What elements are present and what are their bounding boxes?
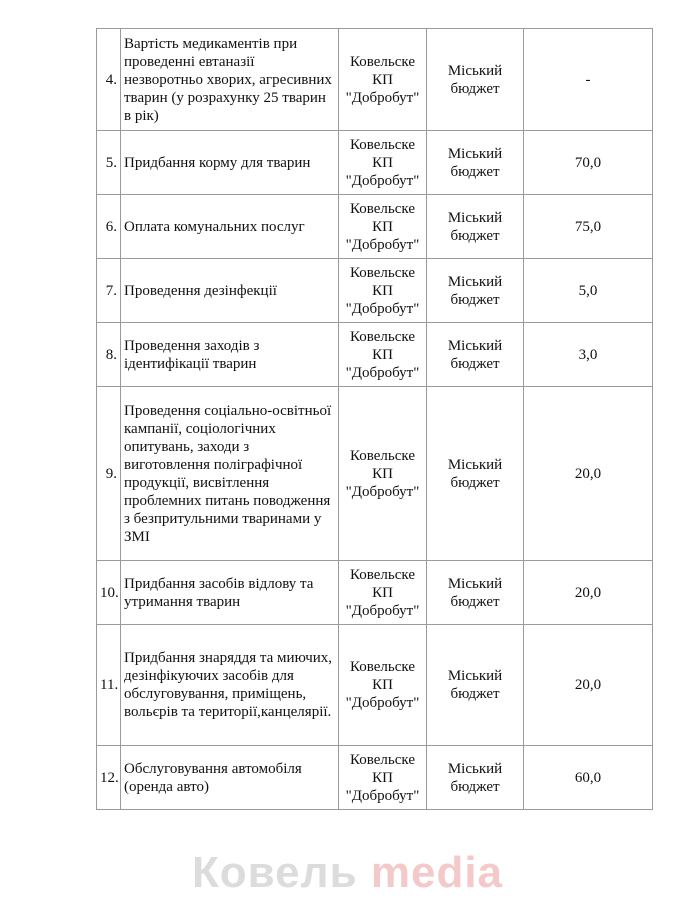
watermark-part-2: media [370,848,504,897]
row-amount: 75,0 [524,195,653,259]
row-funding-source: Міський бюджет [427,131,524,195]
row-amount: 60,0 [524,746,653,810]
row-description: Придбання корму для тварин [121,131,339,195]
row-amount: 5,0 [524,259,653,323]
row-executor: Ковельске КП "Добробут" [339,131,427,195]
row-description: Придбання знаряддя та миючих, дезінфікуючих засобів для обслуговування, приміщень, вольєрів та території,канцелярії. [121,625,339,746]
row-executor: Ковельске КП "Добробут" [339,29,427,131]
row-number: 8. [97,323,121,387]
table-row [97,29,653,131]
row-funding-source: Міський бюджет [427,323,524,387]
row-executor: Ковельске КП "Добробут" [339,625,427,746]
row-number: 5. [97,131,121,195]
row-funding-source: Міський бюджет [427,387,524,561]
row-number: 9. [97,387,121,561]
row-amount: 20,0 [524,561,653,625]
budget-table [96,28,653,810]
row-description: Проведення дезінфекції [121,259,339,323]
watermark-logo [0,848,695,898]
row-funding-source: Міський бюджет [427,259,524,323]
row-number: 7. [97,259,121,323]
row-funding-source: Міський бюджет [427,29,524,131]
row-executor: Ковельске КП "Добробут" [339,323,427,387]
row-amount: 20,0 [524,625,653,746]
table-row [97,561,653,625]
row-funding-source: Міський бюджет [427,195,524,259]
row-description: Вартість медикаментів при проведенні евтаназії незворотньо хворих, агресивних тварин (у розрахунку 25 тварин в рік) [121,29,339,131]
row-number: 4. [97,29,121,131]
row-description: Оплата комунальних послуг [121,195,339,259]
row-funding-source: Міський бюджет [427,746,524,810]
table-row [97,131,653,195]
row-number: 10. [97,561,121,625]
table-row [97,259,653,323]
row-number: 11. [97,625,121,746]
row-amount: 3,0 [524,323,653,387]
row-amount: - [524,29,653,131]
row-executor: Ковельске КП "Добробут" [339,195,427,259]
row-number: 12. [97,746,121,810]
table-row [97,746,653,810]
row-executor: Ковельске КП "Добробут" [339,561,427,625]
row-description: Обслуговування автомобіля (оренда авто) [121,746,339,810]
row-amount: 20,0 [524,387,653,561]
table-row [97,323,653,387]
row-amount: 70,0 [524,131,653,195]
table-row [97,195,653,259]
row-executor: Ковельске КП "Добробут" [339,259,427,323]
row-executor: Ковельске КП "Добробут" [339,387,427,561]
row-executor: Ковельске КП "Добробут" [339,746,427,810]
row-description: Проведення заходів з ідентифікації тварин [121,323,339,387]
row-description: Придбання засобів відлову та утримання тварин [121,561,339,625]
table-row [97,387,653,561]
row-funding-source: Міський бюджет [427,561,524,625]
watermark-part-1: Ковель [191,848,358,897]
row-number: 6. [97,195,121,259]
table-row [97,625,653,746]
row-description: Проведення соціально-освітньої кампанії, соціологічних опитувань, заходи з виготовлення поліграфічної продукції, висвітлення проблемних питань поводження з безпритульними тваринами у ЗМІ [121,387,339,561]
row-funding-source: Міський бюджет [427,625,524,746]
